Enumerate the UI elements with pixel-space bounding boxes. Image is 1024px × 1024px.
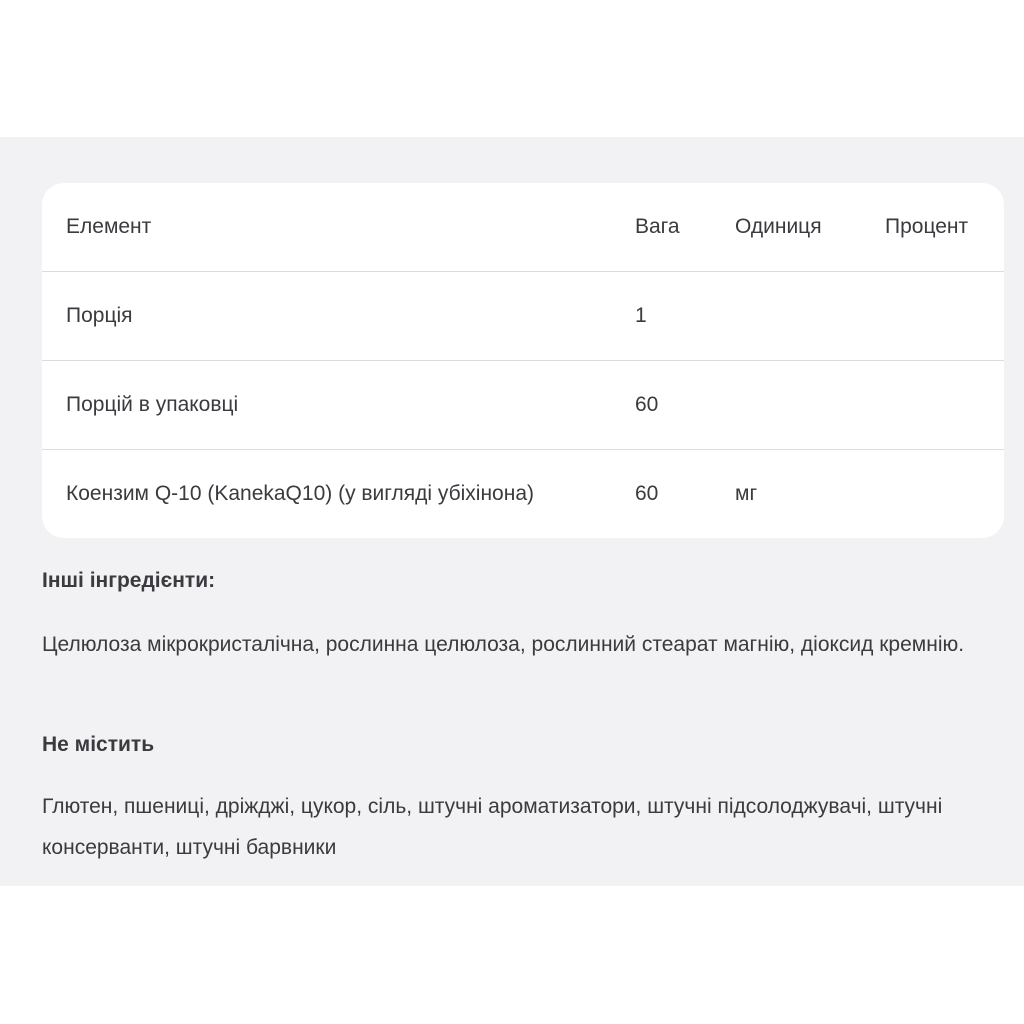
cell-element: Коензим Q-10 (KanekaQ10) (у вигляді убіхінона) (66, 482, 535, 505)
free-from-text: Глютен, пшениці, дріжджі, цукор, сіль, штучні ароматизатори, штучні підсолоджувачі, штучні консерванти, штучні барвники (42, 795, 943, 859)
header-unit: Одиниця (735, 215, 822, 238)
cell-weight: 60 (635, 393, 659, 416)
cell-weight: 1 (635, 304, 647, 327)
header-element: Елемент (66, 215, 152, 238)
table-row (42, 450, 1004, 538)
table-header-row (42, 183, 1004, 272)
nutrition-table (42, 183, 1004, 538)
content-panel (0, 137, 1024, 886)
cell-element: Порція (66, 304, 133, 327)
other-ingredients-heading: Інші інгредієнти: (42, 569, 216, 592)
header-weight: Вага (635, 215, 680, 238)
cell-weight: 60 (635, 482, 659, 505)
table-row (42, 272, 1004, 361)
header-percent: Процент (885, 215, 969, 238)
other-ingredients-text: Целюлоза мікрокристалічна, рослинна целюлоза, рослинний стеарат магнію, діоксид кремнію. (42, 633, 965, 656)
cell-unit: мг (735, 482, 758, 505)
table-row (42, 361, 1004, 450)
free-from-heading: Не містить (42, 733, 155, 756)
cell-element: Порцій в упаковці (66, 393, 239, 416)
